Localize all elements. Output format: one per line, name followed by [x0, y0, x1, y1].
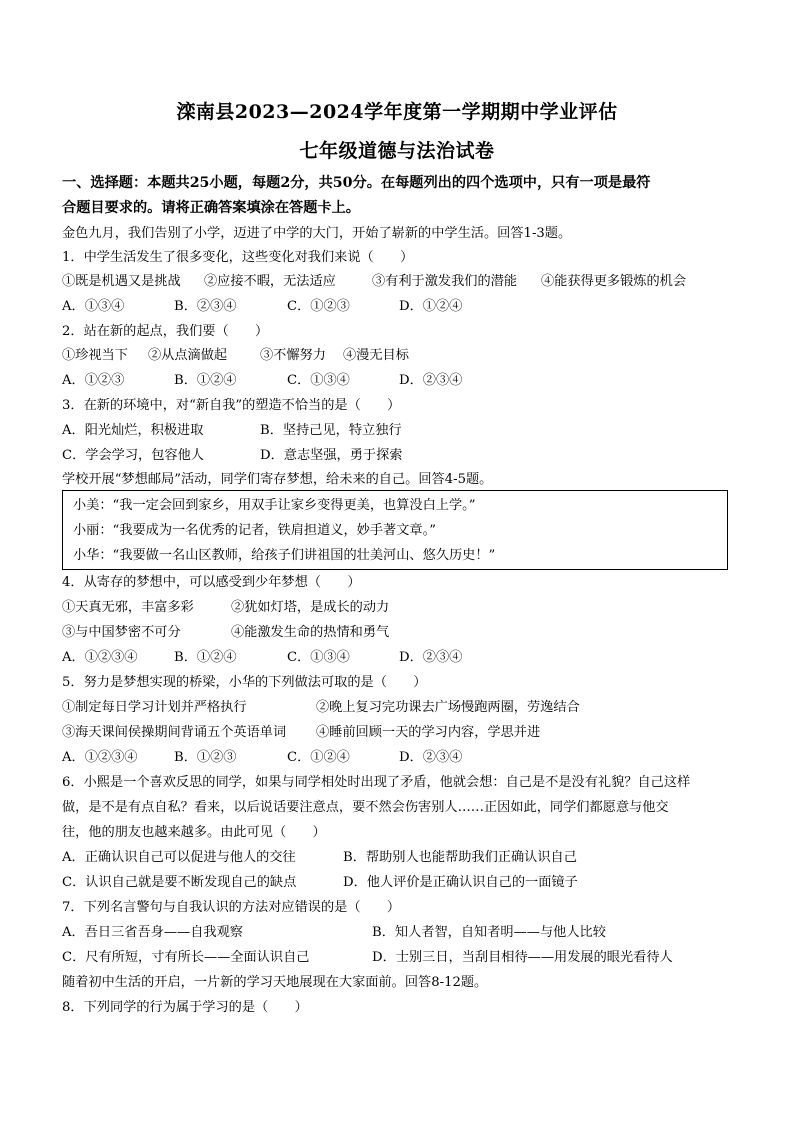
intro-1-3: 金色九月，我们告别了小学，迈进了中学的大门，开始了崭新的中学生活。回答1-3题。 [62, 226, 572, 241]
q5-statement-3: ③海天课间侯操期间背诵五个英语单词 [62, 725, 287, 740]
section-instruction-line2: 合题目要求的。请将正确答案填涂在答题卡上。 [62, 200, 360, 216]
q4-option-d: D．②③④ [399, 650, 463, 665]
question-6-line2: 做，是不是有点自私？看来，以后说话要注意点，要不然会伤害别人……正因如此，同学们都愿意与他交 [62, 800, 669, 815]
q1-option-b: B．②③④ [174, 299, 237, 314]
q4-option-a: A．①②③④ [62, 650, 138, 665]
q1-statement-4: ④能获得更多锻炼的机会 [541, 274, 687, 289]
q5-statement-2: ②晚上复习完功课去广场慢跑两圈，劳逸结合 [316, 700, 580, 715]
q1-option-d: D．①②④ [399, 299, 463, 314]
intro-4-5: 学校开展“梦想邮局”活动，同学们寄存梦想，给未来的自己。回答4-5题。 [62, 472, 493, 487]
exam-subtitle: 七年级道德与法治试卷 [299, 140, 495, 162]
q6-option-c: C．认识自己就是要不断发现自己的缺点 [62, 875, 297, 890]
material-line-xiaohua: 小华：“我要做一名山区教师，给孩子们讲祖国的壮美河山、悠久历史！” [73, 548, 496, 563]
q2-statement-3: ③不懈努力 [260, 348, 326, 363]
q4-statement-3: ③与中国梦密不可分 [62, 625, 181, 640]
q5-option-d: D．②③④ [399, 750, 463, 765]
material-line-xiaomei: 小美：“我一定会回到家乡，用双手让家乡变得更美，也算没白上学。” [73, 498, 476, 513]
q6-option-a: A．正确认识自己可以促进与他人的交往 [62, 850, 296, 865]
question-1-stem: 1．中学生活发生了很多变化，这些变化对我们来说（ ） [62, 250, 414, 265]
q2-option-c: C．①③④ [287, 373, 350, 388]
q5-statement-1: ①制定每日学习计划并严格执行 [62, 700, 247, 715]
q4-statement-1: ①天真无邪，丰富多彩 [62, 600, 194, 615]
q5-statement-4: ④睡前回顾一天的学习内容，学思并进 [316, 725, 541, 740]
q4-option-b: B．①②④ [174, 650, 237, 665]
q1-option-a: A．①③④ [62, 299, 125, 314]
q3-option-a: A．阳光灿烂，积极进取 [62, 423, 204, 438]
q5-option-c: C．①②④ [287, 750, 350, 765]
question-2-stem: 2．站在新的起点，我们要（ ） [62, 324, 269, 339]
q1-statement-1: ①既是机遇又是挑战 [62, 274, 181, 289]
question-5-stem: 5．努力是梦想实现的桥梁，小华的下列做法可取的是（ ） [62, 675, 427, 690]
q7-option-a: A．吾日三省吾身——自我观察 [62, 925, 243, 940]
q6-option-d: D．他人评价是正确认识自己的一面镜子 [343, 875, 578, 890]
question-8-stem: 8．下列同学的行为属于学习的是（ ） [62, 1000, 308, 1015]
q6-option-b: B．帮助别人也能帮助我们正确认识自己 [343, 850, 577, 865]
question-6-line1: 6．小熙是一个喜欢反思的同学，如果与同学相处时出现了矛盾，他就会想：自己是不是没有礼貌？自己这样 [62, 775, 691, 790]
question-7-stem: 7．下列名言警句与自我认识的方法对应错误的是（ ） [62, 900, 401, 915]
q3-option-c: C．学会学习，包容他人 [62, 448, 204, 463]
question-4-stem: 4．从寄存的梦想中，可以感受到少年梦想（ ） [62, 575, 361, 590]
q1-statement-3: ③有利于激发我们的潜能 [372, 274, 518, 289]
material-box [62, 490, 728, 570]
section-instruction-line1: 一、选择题：本题共25小题，每题2分，共50分。在每题列出的四个选项中，只有一项是最符 [62, 175, 651, 191]
q7-option-d: D．士别三日，当刮目相待——用发展的眼光看待人 [372, 950, 673, 965]
q2-option-d: D．②③④ [399, 373, 463, 388]
q5-option-a: A．①②③④ [62, 750, 138, 765]
q7-option-b: B．知人者智，自知者明——与他人比较 [372, 925, 606, 940]
q3-option-d: D．意志坚强，勇于探索 [260, 448, 403, 463]
q1-option-c: C．①②③ [287, 299, 350, 314]
q2-statement-4: ④漫无目标 [343, 348, 409, 363]
material-line-xiaoli: 小丽：“我要成为一名优秀的记者，铁肩担道义，妙手著文章。” [73, 523, 436, 538]
q1-statement-2: ②应接不暇，无法适应 [204, 274, 336, 289]
q7-option-c: C．尺有所短，寸有所长——全面认识自己 [62, 950, 310, 965]
q4-option-c: C．①③④ [287, 650, 350, 665]
q2-statement-2: ②从点滴做起 [148, 348, 228, 363]
exam-title: 滦南县2023—2024学年度第一学期期中学业评估 [176, 101, 618, 123]
q4-statement-2: ②犹如灯塔，是成长的动力 [231, 600, 390, 615]
q3-option-b: B．坚持己见，特立独行 [260, 423, 402, 438]
q2-option-a: A．①②③ [62, 373, 125, 388]
question-3-stem: 3．在新的环境中，对“新自我”的塑造不恰当的是（ ） [62, 398, 401, 413]
question-6-line3: 往，他的朋友也越来越多。由此可见（ ） [62, 825, 326, 840]
q2-statement-1: ①珍视当下 [62, 348, 128, 363]
q5-option-b: B．①②③ [174, 750, 237, 765]
q2-option-b: B．①②④ [174, 373, 237, 388]
q4-statement-4: ④能激发生命的热情和勇气 [231, 625, 390, 640]
intro-8-12: 随着初中生活的开启，一片新的学习天地展现在大家面前。回答8-12题。 [62, 975, 488, 990]
